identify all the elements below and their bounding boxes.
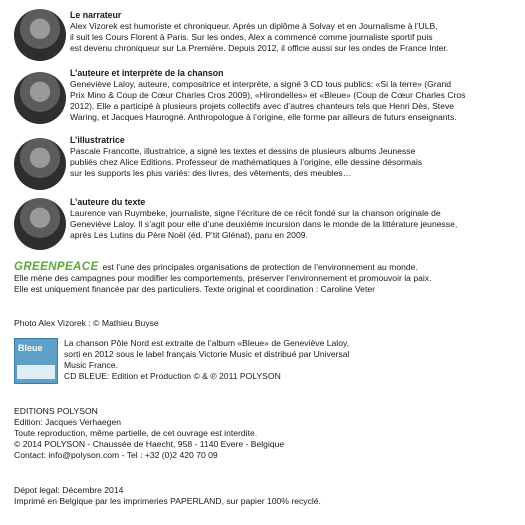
album-line: La chanson Pôle Nord est extraite de l’album «Bleue» de Geneviève Laloy, <box>64 338 350 348</box>
author-line: Laurence van Ruymbeke, journaliste, signe l’écriture de ce récit fondé sur la chanson originale de <box>70 208 441 218</box>
editions-line: Edition: Jacques Verhaegen <box>14 417 122 427</box>
editions-line: Toute reproduction, même partielle, de cet ouvrage est interdite. <box>14 428 258 438</box>
singer-line: 2012). Elle a participé à plusieurs projets collectifs avec d’autres chanteurs tels que Henri Dès, Steve <box>70 101 455 111</box>
editions-line: © 2014 POLYSON - Chaussée de Haecht, 958 - 1140 Evere - Belgique <box>14 439 285 449</box>
album-line: CD BLEUE: Edition et Production © & ℗ 2011 POLYSON <box>64 371 281 381</box>
album-cover-image <box>14 338 58 384</box>
author-section <box>14 196 517 254</box>
singer-bio <box>70 68 517 123</box>
album-cover-snow <box>17 365 55 379</box>
illustrator-bio <box>70 135 517 179</box>
greenpeace-line: Elle est uniquement financée par des particuliers. Texte original et coordination : Caroline Veter <box>14 284 375 294</box>
illustrator-line: Pascale Francotte, illustratrice, a signé les textes et dessins de plusieurs albums Jeunesse <box>70 146 416 156</box>
illustrator-line: sur les supports les plus variés: des livres, des vêtements, des meubles… <box>70 168 352 178</box>
singer-photo <box>14 72 66 124</box>
editions-block <box>14 406 284 461</box>
album-line: sorti en 2012 sous le label français Victorie Music et distribué par Universal <box>64 349 350 359</box>
author-bio <box>70 197 517 241</box>
singer-line: Waring, et Jacques Haurogné. Anthropologue à l’origine, elle forme par ailleurs de futurs enseignants. <box>70 112 457 122</box>
narrator-section <box>14 8 517 64</box>
editions-line: Contact: info@polyson.com - Tel : +32 (0)2 420 70 09 <box>14 450 218 460</box>
illustrator-section <box>14 134 517 192</box>
greenpeace-logo: GREENPEACE <box>14 261 99 273</box>
greenpeace-line: Elle mène des campagnes pour modifier les comportements, préserver l’environnement et promouvoir la paix. <box>14 273 432 283</box>
photo-credit: Photo Alex Vizorek : © Mathieu Buyse <box>14 318 159 328</box>
singer-section <box>14 68 517 132</box>
album-line: Music France. <box>64 360 118 370</box>
narrator-heading: Le narrateur <box>70 10 122 20</box>
singer-heading: L’auteure et interprète de la chanson <box>70 68 224 78</box>
depot-line: Dépot legal: Décembre 2014 <box>14 485 124 495</box>
narrator-line: est devenu chroniqueur sur La Première. Depuis 2012, il officie aussi sur les ondes de France Inter. <box>70 43 449 53</box>
illustrator-line: publiés chez Alice Editions. Professeur de mathématiques à l’origine, elle dessine désormais <box>70 157 423 167</box>
illustrator-heading: L’illustratrice <box>70 135 125 145</box>
greenpeace-text: est l’une des principales organisations de protection de l’environnement au monde. <box>102 262 418 272</box>
depot-line: Imprimé en Belgique par les imprimeries PAPERLAND, sur papier 100% recyclé. <box>14 496 321 506</box>
singer-line: Prix Mino & Coup de Cœur Charles Cros 2009), «Hirondelles» et «Bleue» (Coup de Cœur Charles Cros <box>70 90 466 100</box>
author-line: après Les Lutins du Père Noël (éd. P’tit Glénat), paru en 2009. <box>70 230 308 240</box>
album-text <box>64 338 517 382</box>
editions-line: EDITIONS POLYSON <box>14 406 98 416</box>
narrator-line: Alex Vizorek est humoriste et chroniqueur. Après un diplôme à Solvay et en Journalisme à l’ULB, <box>70 21 438 31</box>
singer-line: Geneviève Laloy, auteure, compositrice et interprète, a signé 3 CD tous publics: «Si la terre» (Grand <box>70 79 452 89</box>
greenpeace-block <box>14 262 517 295</box>
depot-block <box>14 485 321 507</box>
narrator-line: il suit les Cours Florent à Paris. Sur les ondes, Alex a commencé comme journaliste sportif puis <box>70 32 433 42</box>
album-cover-title: Bleue <box>18 343 43 353</box>
author-line: Geneviève Laloy. Il s’agit pour elle d’une deuxième incursion dans le monde de la littérature jeunesse, <box>70 219 458 229</box>
narrator-bio <box>70 10 517 54</box>
greenpeace-first-line <box>14 262 517 273</box>
author-heading: L’auteure du texte <box>70 197 146 207</box>
narrator-photo <box>14 9 66 61</box>
author-photo <box>14 198 66 250</box>
illustrator-photo <box>14 138 66 190</box>
